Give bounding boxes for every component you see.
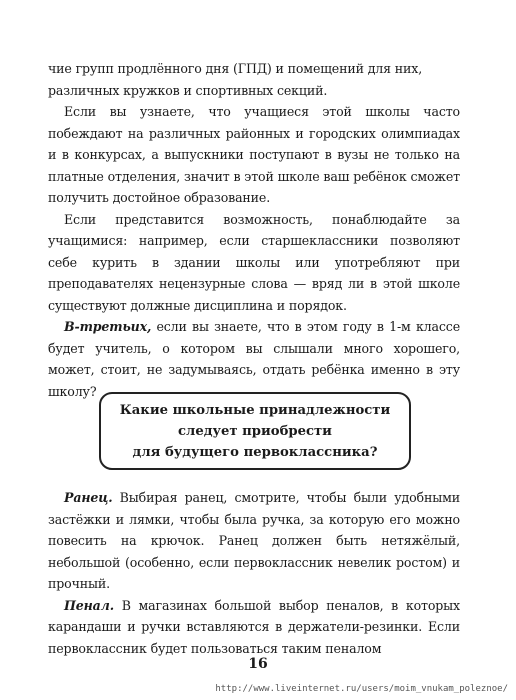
line-continuation-1: чие групп продлённого дня (ГПД) и помещений для них, [48, 61, 423, 76]
paragraph-backpack-lead: Ранец. [64, 490, 113, 505]
section-heading-box [99, 392, 411, 470]
paragraph-thirdly [48, 316, 460, 402]
watermark-url: http://www.liveinternet.ru/users/moim_vnukam_poleznoe/ [215, 684, 508, 694]
heading-line-3: для будущего первоклассника? [132, 444, 378, 460]
paragraph-thirdly-body: если вы знаете, что в этом году в 1-м классе будет учитель, о котором вы слышали много хорошего, может, стоит, не задумываясь, отдать ребёнка именно в эту школу? [48, 319, 460, 399]
paragraph-pencil-case-body: В магазинах большой выбор пеналов, в которых карандаши и ручки вставляются в держатели-резинки. Если первоклассник будет пользоваться таким пеналом [48, 597, 460, 656]
line-continuation-2: различных кружков и спортивных секций. [48, 82, 328, 98]
paragraph-backpack [48, 487, 460, 595]
paragraph-thirdly-lead: В-третьих, [64, 319, 152, 334]
heading-line-1: Какие школьные принадлежности [119, 402, 391, 418]
text-block-top [48, 58, 460, 402]
paragraph-pencil-case [48, 595, 460, 660]
paragraph-olympiads: Если вы узнаете, что учащиеся этой школы часто побеждают на различных районных и городских олимпиадах и в конкурсах, а выпускники поступают в вузы не только на платные отделения, значит в этой школе ваш ребёнок сможет получить достойное образование. [48, 104, 460, 205]
paragraph-backpack-body: Выбирая ранец, смотрите, чтобы были удобными застёжки и лямки, чтобы была ручка, за которую его можно повесить на крючок. Ранец должен быть нетяжёлый, небольшой (особенно, если первоклассник невелик ростом) и прочный. [48, 490, 460, 591]
paragraph-discipline: Если представится возможность, понаблюдайте за учащимися: например, если старшеклассники позволяют себе курить в здании школы или употребляют при преподавателях нецензурные слова — вряд ли в этой школе существуют должные дисциплина и порядок. [48, 211, 460, 313]
paragraph-pencil-case-lead: Пенал. [64, 597, 114, 613]
page-number: 16 [248, 656, 268, 672]
heading-line-2: следует приобрести [178, 423, 332, 439]
text-block-bottom [48, 487, 460, 659]
